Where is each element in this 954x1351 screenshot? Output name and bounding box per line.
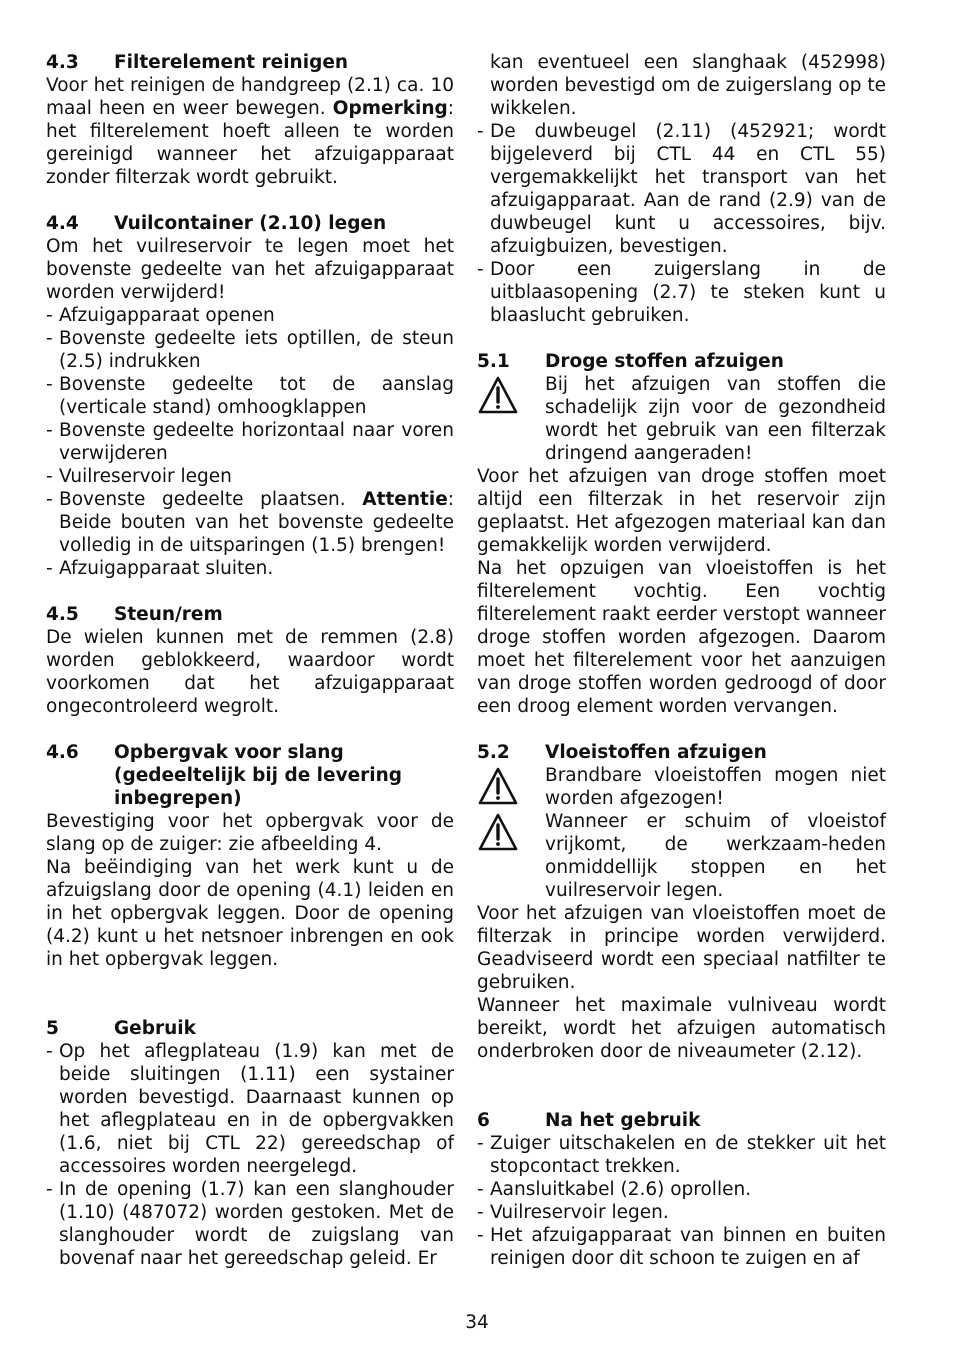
section-4-3 xyxy=(46,51,454,189)
section-6 xyxy=(477,1109,886,1270)
bullet-list xyxy=(46,304,454,580)
section-4-5 xyxy=(46,603,454,718)
section-heading xyxy=(46,212,454,235)
section-heading xyxy=(46,1017,454,1040)
section-4-4 xyxy=(46,212,454,580)
section-title: Na het gebruik xyxy=(545,1110,701,1131)
section-number: 6 xyxy=(477,1110,490,1131)
list-item: - Aansluitkabel (2.6) oprollen. xyxy=(477,1178,886,1201)
section-heading xyxy=(46,741,454,810)
warning-text: Wanneer er schuim of vloeistof vrijkomt, de werkzaam-heden onmiddellijk stoppen en het vuilreservoir legen. xyxy=(545,811,886,901)
bullet-list xyxy=(46,1040,454,1270)
list-item: - Bovenste gedeelte iets optillen, de steun (2.5) indrukken xyxy=(46,327,454,373)
section-title: Steun/rem xyxy=(114,604,223,625)
list-item: - Door een zuigerslang in de uitblaasopening (2.7) te steken kunt u blaaslucht gebruiken. xyxy=(477,258,886,327)
left-column xyxy=(46,51,454,1270)
paragraph: Voor het reinigen de handgreep (2.1) ca. 10 maal heen en weer bewegen. Opmerking: het filterelement hoeft alleen te worden gereinigd wanneer het afzuigapparaat zonder filterzak wordt gebruikt. xyxy=(46,75,454,188)
list-item: - Bovenste gedeelte plaatsen. Attentie: Beide bouten van het bovenste gedeelte volledig in de uitsparingen (1.5) brengen! xyxy=(46,488,454,557)
section-title: Filterelement reinigen xyxy=(114,52,349,73)
paragraph: Bevestiging voor het opbergvak voor de slang op de zuiger: zie afbeelding 4. xyxy=(46,811,454,855)
bullet-list xyxy=(477,120,886,327)
list-item: - Bovenste gedeelte horizontaal naar voren verwijderen xyxy=(46,419,454,465)
section-number: 4.3 xyxy=(46,52,79,73)
list-item: - Vuilreservoir legen xyxy=(46,465,454,488)
page-number: 34 xyxy=(465,1312,489,1333)
section-5-continued xyxy=(477,51,886,327)
section-5-2 xyxy=(477,741,886,1063)
paragraph: De wielen kunnen met de remmen (2.8) worden geblokkeerd, waardoor wordt voorkomen dat het afzuigapparaat ongecontroleerd wegrolt. xyxy=(46,627,454,717)
section-number: 4.6 xyxy=(46,742,79,763)
warning-triangle-icon xyxy=(477,764,545,810)
section-title: Vloeistoffen afzuigen xyxy=(545,742,767,763)
paragraph: Om het vuilreservoir te legen moet het bovenste gedeelte van het afzuigapparaat worden verwijderd! xyxy=(46,236,454,303)
section-title: Droge stoffen afzuigen xyxy=(545,351,784,372)
section-heading xyxy=(477,1109,886,1132)
section-number: 5.2 xyxy=(477,742,510,763)
warning-block xyxy=(477,764,886,810)
paragraph: Na het opzuigen van vloeistoffen is het filterelement vochtig. Een vochtig filterelement raakt eerder verstopt wanneer droge stoffen worden afgezogen. Daarom moet het filterelement voor het aanzuigen van droge stoffen worden gedroogd of door een droog element worden vervangen. xyxy=(477,558,886,717)
list-item: - Zuiger uitschakelen en de stekker uit het stopcontact trekken. xyxy=(477,1132,886,1178)
list-item: - Afzuigapparaat openen xyxy=(46,304,454,327)
warning-block xyxy=(477,810,886,902)
list-item: - Het afzuigapparaat van binnen en buiten reinigen door dit schoon te zuigen en af xyxy=(477,1224,886,1270)
warning-triangle-icon xyxy=(477,810,545,902)
list-item: - In de opening (1.7) kan een slanghouder (1.10) (487072) worden gestoken. Met de slanghouder wordt de zuigslang van bovenaf naar het gereedschap geleid. Er xyxy=(46,1178,454,1270)
section-number: 5.1 xyxy=(477,351,510,372)
list-item: - Bovenste gedeelte tot de aanslag (verticale stand) omhoogklappen xyxy=(46,373,454,419)
emphasis: Attentie xyxy=(362,489,448,510)
paragraph: Voor het afzuigen van vloeistoffen moet de filterzak in principe worden verwijderd. Geadviseerd wordt een speciaal natfilter te gebruiken. xyxy=(477,903,886,993)
list-item: - De duwbeugel (2.11) (452921; wordt bijgeleverd bij CTL 44 en CTL 55) vergemakkelijkt het transport van het afzuigapparaat. Aan de rand (2.9) van de duwbeugel kunt u accessoires, bijv. afzuigbuizen, bevestigen. xyxy=(477,120,886,258)
warning-text: Bij het afzuigen van stoffen die schadelijk zijn voor de gezondheid wordt het gebruik van een filterzak dringend aangeraden! xyxy=(545,374,886,464)
paragraph: Wanneer het maximale vulniveau wordt bereikt, wordt het afzuigen automatisch onderbroken door de niveaumeter (2.12). xyxy=(477,995,886,1062)
section-heading xyxy=(46,603,454,626)
section-heading xyxy=(477,741,886,764)
section-number: 5 xyxy=(46,1018,59,1039)
warning-triangle-icon xyxy=(477,373,545,465)
list-item: - Afzuigapparaat sluiten. xyxy=(46,557,454,580)
warning-text: Brandbare vloeistoffen mogen niet worden afgezogen! xyxy=(545,765,886,809)
section-title: Gebruik xyxy=(114,1018,196,1039)
section-title: Opbergvak voor slang (gedeeltelijk bij de levering inbegrepen) xyxy=(114,742,403,809)
section-heading xyxy=(46,51,454,74)
paragraph: Na beëindiging van het werk kunt u de afzuigslang door de opening (4.1) leiden en in het opbergvak leggen. Door de opening (4.2) kunt u het netsnoer inbrengen en ook in het opbergvak leggen. xyxy=(46,857,454,970)
right-column xyxy=(477,51,886,1270)
section-5 xyxy=(46,1017,454,1270)
section-number: 4.5 xyxy=(46,604,79,625)
section-number: 4.4 xyxy=(46,213,79,234)
list-item: - Vuilreservoir legen. xyxy=(477,1201,886,1224)
section-heading xyxy=(477,350,886,373)
section-title: Vuilcontainer (2.10) legen xyxy=(114,213,387,234)
emphasis: Opmerking xyxy=(332,98,448,119)
section-4-6 xyxy=(46,741,454,971)
paragraph: Voor het afzuigen van droge stoffen moet altijd een filterzak in het reservoir zijn geplaatst. Het afgezogen materiaal kan dan gemakkelijk worden verwijderd. xyxy=(477,466,886,556)
section-5-1 xyxy=(477,350,886,718)
continued-list-item: kan eventueel een slanghaak (452998) worden bevestigd om de zuigerslang op te wikkelen. xyxy=(490,52,886,119)
bullet-list xyxy=(477,1132,886,1270)
warning-block xyxy=(477,373,886,465)
list-item: - Op het aflegplateau (1.9) kan met de beide sluitingen (1.11) een systainer worden bevestigd. Daarnaast kunnen op het aflegplateau en in de opbergvakken (1.6, niet bij CTL 22) gereedschap of accessoires worden neergelegd. xyxy=(46,1040,454,1178)
